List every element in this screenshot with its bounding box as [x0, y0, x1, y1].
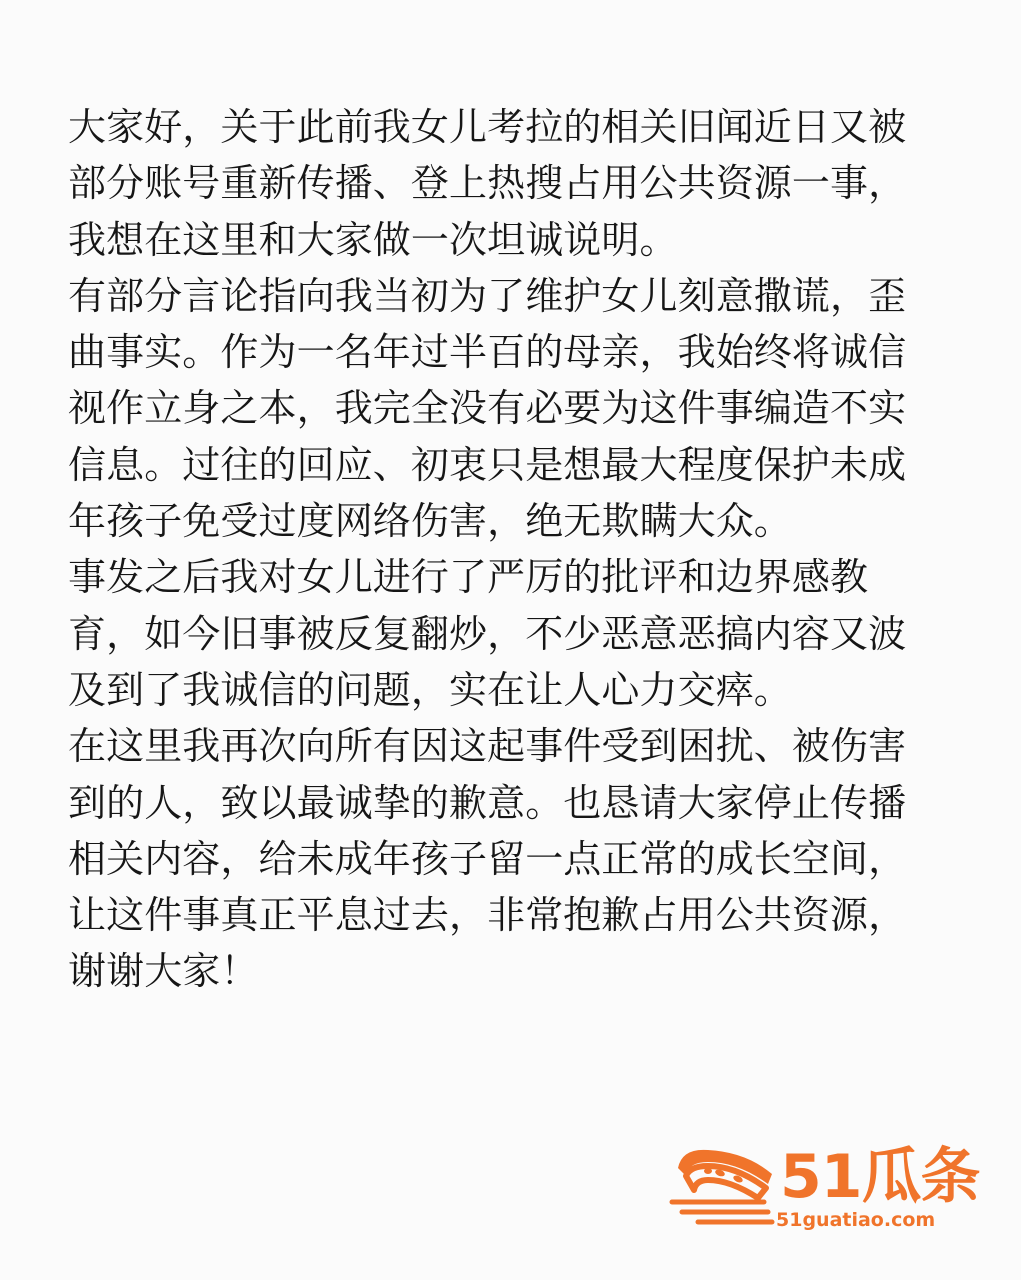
statement-line: 到的人，致以最诚挚的歉意。也恳请大家停止传播 — [68, 780, 907, 825]
watermark-brand: 51瓜条 — [780, 1142, 980, 1212]
statement-line: 年孩子免受过度网络伤害，绝无欺瞒大众。 — [68, 499, 792, 544]
statement-line: 有部分言论指向我当初为了维护女儿刻意撒谎，歪 — [68, 273, 907, 318]
statement-line: 及到了我诚信的问题，实在让人心力交瘁。 — [68, 667, 792, 712]
watermark-domain: 51guatiao.com — [776, 1209, 936, 1231]
site-watermark — [668, 1140, 988, 1240]
statement-text — [68, 99, 958, 1000]
watermelon-slice-logo-icon — [668, 1140, 780, 1230]
statement-line: 大家好，关于此前我女儿考拉的相关旧闻近日又被 — [68, 105, 907, 149]
statement-line: 部分账号重新传播、登上热搜占用公共资源一事， — [68, 161, 907, 206]
statement-line: 信息。过往的回应、初衷只是想最大程度保护未成 — [68, 442, 907, 487]
statement-line: 视作立身之本，我完全没有必要为这件事编造不实 — [68, 386, 907, 431]
statement-line: 育，如今旧事被反复翻炒，不少恶意恶搞内容又波 — [68, 611, 907, 656]
statement-line: 谢谢大家！ — [68, 949, 259, 994]
statement-line: 曲事实。作为一名年过半百的母亲，我始终将诚信 — [68, 330, 907, 375]
statement-line: 事发之后我对女儿进行了严厉的批评和边界感教 — [68, 555, 869, 600]
statement-line: 让这件事真正平息过去，非常抱歉占用公共资源， — [68, 893, 907, 938]
statement-line: 相关内容，给未成年孩子留一点正常的成长空间， — [68, 836, 907, 881]
statement-line: 我想在这里和大家做一次坦诚说明。 — [68, 217, 678, 262]
statement-line: 在这里我再次向所有因这起事件受到困扰、被伤害 — [68, 724, 907, 769]
